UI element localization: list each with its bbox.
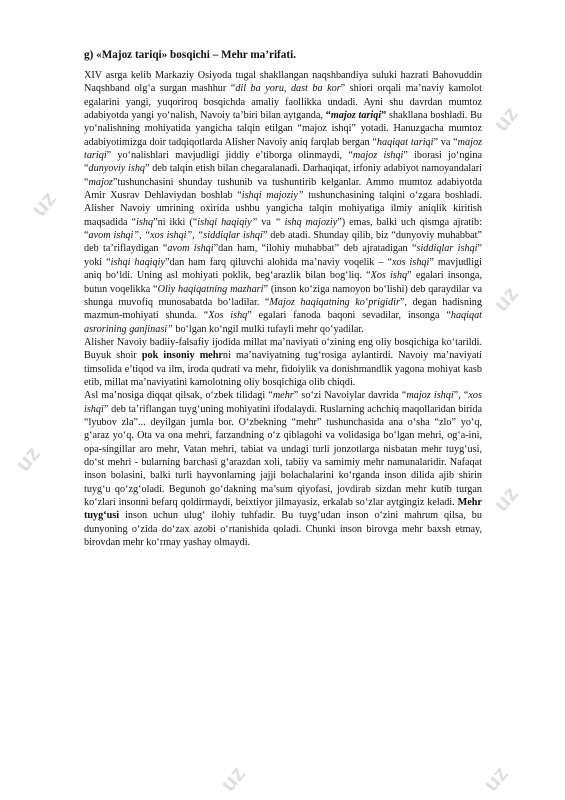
- text-run: va: [257, 216, 275, 228]
- text-run: haqiqat asrorining ganjinasi”: [84, 310, 482, 335]
- text-run: ”dan ham farq qiluvchi alohida ma’naviy voqelik – “: [164, 256, 392, 268]
- text-run: majoz tariqi: [330, 110, 382, 122]
- text-run: bo‘lgan ko‘ngil mulki tufayli mehr qo‘yadilar.: [172, 323, 364, 335]
- text-run: pok insoniy mehr: [141, 350, 223, 362]
- watermark: uz: [478, 761, 513, 797]
- text-run: avom ishqi”, “xos ishqi”, “siddiqlar ishqi: [88, 230, 263, 242]
- text-run: Asl ma’nosiga diqqat qilsak, o‘zbek tilidagi “: [84, 390, 273, 402]
- text-run: ” yo‘nalishlari mavjudligi jiddiy e’tiborga olinmaydi, “: [106, 150, 353, 162]
- text-run: majoz ishqi: [406, 390, 454, 402]
- text-run: ” iborasi jo‘ngina “: [84, 150, 482, 175]
- text-run: Alisher Navoiy badiiy-falsafiy ijodida millat ma’naviyati o‘zining eng oliy bosqichiga ko‘tarildi. Buyuk shoir: [84, 336, 482, 362]
- text-run: dil ba yoru, dast ba kor: [235, 83, 341, 95]
- text-run: tushunchasining talqini o‘zgara boshladi. Alisher Navoiy umrining oxirida ushbu yangicha talqin mohiyatiga ilmiy aniqlik kiritish maqsadida “: [84, 190, 482, 228]
- text-run: ” yoki “: [84, 243, 482, 268]
- text-run: ” (inson ko‘ziga namoyon bo‘lishi) deb qaraydilar va shunga muvofiq munosabatda bo‘ladilar. “: [84, 283, 482, 308]
- text-run: ” egalari insonga, butun voqelikka “: [84, 270, 482, 295]
- watermark: uz: [488, 101, 523, 137]
- text-run: ni ma’naviyatning tug‘rosiga aylantirdi. Navoiy ma’naviyati timsolida e’tiqod va ilm, iroda qudrati va mehr, fidoiylik va donishmandlik yagona mohiyat kasb etib, millat ma’naviyatini kamolotning oliy bosqichiga olib chiqdi.: [84, 350, 483, 388]
- text-run: ishqi haqiqiy: [110, 256, 165, 268]
- text-run: inson uchun ulug‘ ilohiy tuhfadir. Bu tuyg‘udan inson o‘zini mahrum qilsa, bu dunyoning o‘zida do‘zax azobi o‘rtanishida qoladi. Chunki inson birovga mehr baxsh etmay, birovdan mehr ko‘rmay yashay olmaydi.: [84, 510, 482, 549]
- text-run: Xos ishq: [208, 310, 248, 322]
- text-run: ” so‘zi Navoiylar davrida “: [293, 390, 407, 402]
- text-run: ”tushunchasini shunday tushunib va tushuntirib kelganlar. Ammo mumtoz adabiyotda Amir Xusrav Dehlaviydan boshlab “: [84, 176, 482, 202]
- text-run: xos ishqi: [391, 256, 430, 268]
- text-run: majoz ishqi: [352, 150, 404, 162]
- section-heading: g) «Majoz tariqi» bosqichi – Mehr ma’rifati.: [84, 49, 297, 61]
- text-run: Majoz haqiqatning ko‘prigidir: [269, 296, 400, 308]
- text-run: ”, degan hadisning mazmun-mohiyati shunda. “: [84, 296, 482, 322]
- paragraph-3: [84, 389, 482, 549]
- text-run: siddiqlar ishqi: [416, 243, 478, 255]
- text-run: majoz: [88, 176, 113, 188]
- text-run: xos ishqi: [84, 390, 482, 415]
- watermark: uz: [26, 186, 61, 222]
- text-run: “: [325, 110, 331, 122]
- text-run: ”dan ham, “ilohiy muhabbat” deb ajratadigan “: [213, 243, 417, 255]
- text-run: ”) emas, balki uch qismga ajratib: “: [84, 216, 482, 242]
- text-run: ” deb atadi. Shunday qilib, biz “dunyoviy muhabbat” deb ta’riflaydigan “: [84, 230, 482, 255]
- text-run: shakllana boshladi. Bu yo‘nalishning mohiyatida yangicha talqin etilgan “majoz ishqi” yotadi. Hanuzgacha mumtoz adabiyotimizga doir tadqiqotlarda Alisher Navoiy aniq farqlab bergan “: [84, 110, 483, 148]
- text-run: ” deb ta’riflangan tuyg‘uning mohiyatini ifodalaydi. Ruslarning achchiq maqollaridan birida “lyubov zla”... deyilgan jumla bor. O‘zbekning “mehr” tushunchasida ana o‘sha “zlo” yo‘q, g‘araz yo‘q. Ota va ona mehri, farzandning o‘z qiblagohi va volidasiga bo‘lgan mehri, og‘a-ini, opa-singillar aro mehr, Vatan mehri, tabiat va undagi turli jonzotlarga nisbatan mehr tuyg‘usi, do‘st mehri - bularning barchasi g‘arazdan xoli, tabiiy va samimiy mehr namunalaridir. Nafaqat inson bolasini, balki turli hayvonlarning jajji bolachalarini ko‘rganda inson dilida ajib shirin tuyg‘u qo‘zg‘oladi. Begunoh go‘dakning ma’sum qiyofasi, jovdirab sizdan mehr kutib turgan ko‘zlari insonni befarq qoldirmaydi, beixtiyor jilmayasiz, erkalab so‘zlar aytgingiz keladi.: [84, 403, 482, 508]
- watermark: uz: [488, 281, 523, 317]
- document-page: [84, 48, 482, 549]
- text-run: ” egalari fanoda baqoni sevadilar, insonga “: [247, 310, 451, 322]
- text-run: Mehr tuyg‘usi: [84, 497, 482, 522]
- text-run: avom ishqi: [167, 243, 214, 255]
- watermark: uz: [488, 481, 523, 517]
- text-run: ” va “: [433, 136, 458, 148]
- text-run: ”ni ikki (“: [153, 216, 198, 228]
- text-run: ”: [381, 110, 387, 122]
- watermark: uz: [10, 441, 45, 477]
- text-run: ” deb talqin etish bilan chegaralanadi. Darhaqiqat, irfoniy adabiyot namoyandalari “: [84, 163, 482, 188]
- text-run: dunyoviy ishq: [88, 163, 146, 175]
- text-run: ishqi haqiqiy”: [197, 216, 258, 228]
- text-run: ishqi majoziy”: [241, 190, 304, 202]
- watermark: uz: [215, 761, 250, 797]
- text-run: mehr: [272, 390, 294, 402]
- text-run: ” shiori orqali ma’naviy kamolot egalarini yangi, yuqoriroq bosqichda amaliy faollikka undadi. Ayni shu davrdan mumtoz adabiyotda yangi yo‘nalish, Navoiy ta’biri bilan aytganda,: [84, 83, 482, 122]
- text-run: ”, “: [453, 390, 469, 402]
- text-run: Xos ishq: [370, 270, 408, 282]
- text-run: majoz tariqi: [84, 136, 482, 162]
- text-run: ” mavjudligi aniq bo‘ldi. Uning asl mohiyati poklik, beg‘arazlik bilan bog‘liq. “: [84, 256, 482, 282]
- paragraph-1: [84, 69, 482, 336]
- text-run: Oliy haqiqatning mazhari: [157, 283, 264, 295]
- text-run: XIV asrga kelib Markaziy Osiyoda tugal shakllangan naqshbandiya suluki hazrati Bahovuddin Naqshband olg‘a surgan mashhur “: [84, 70, 482, 95]
- text-run: haqiqat tariqi: [376, 136, 434, 148]
- text-run: “ ishq majoziy: [274, 216, 338, 228]
- paragraph-2: [84, 336, 482, 389]
- text-run: ishq: [136, 216, 154, 228]
